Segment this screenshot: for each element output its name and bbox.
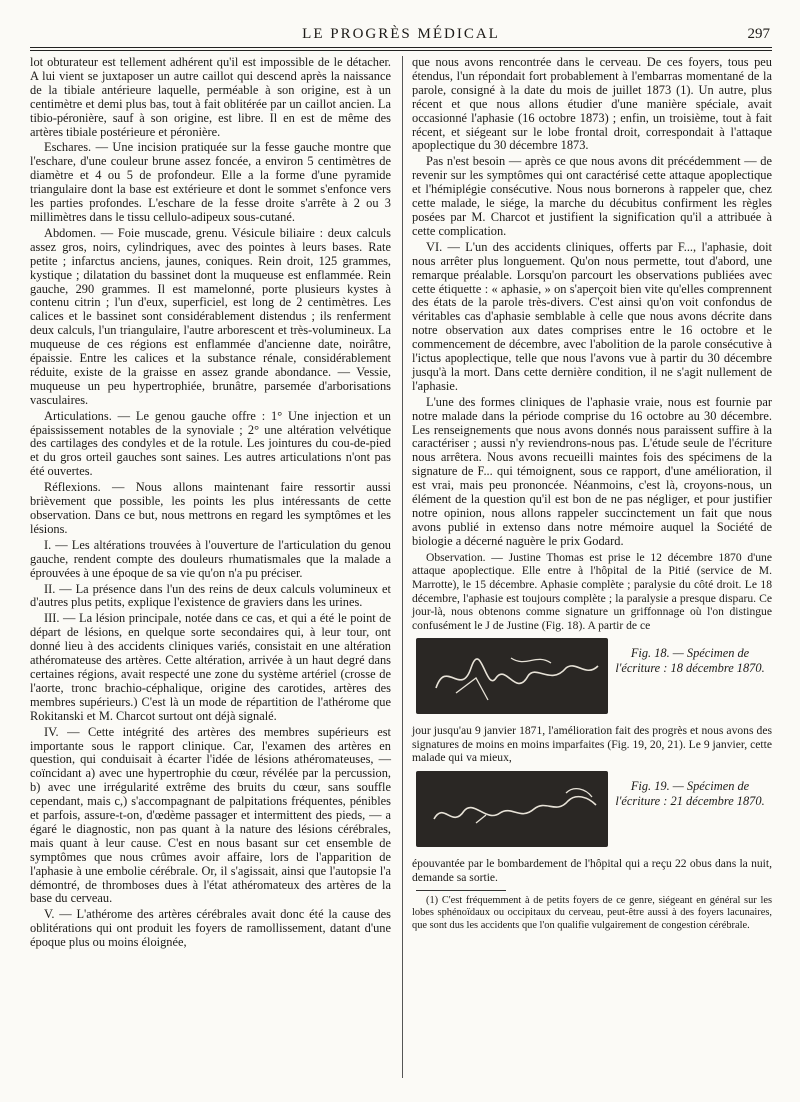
paragraph: que nous avons rencontrée dans le cerveau. De ces foyers, tous peu étendus, l'un répondait fort probablement à l'embarras momentané de la parole, consigné à la date du mois de juillet 1873 (1). Un autre, plus récent et que nous allons étudier d'une manière spéciale, avait occasionné l'aphasie (16 octobre 1873) ; enfin, un troisième, tout à fait récent, et siégeant sur le lobe frontal droit, correspondait à l'attaque apoplectique du 30 décembre 1873. <box>412 55 772 153</box>
paragraph: L'une des formes cliniques de l'aphasie vraie, nous est fournie par notre malade dans la période comprise du 16 octobre au 30 décembre. Les renseignements que nous avons donnés nous paraissent suffire à la caractériser ; aussi n'y reviendrons-nous pas. L'étude seule de l'écriture nous arrêtera. Nous avons recueilli maintes fois des spécimens de la signature de F... qui témoignent, sous ce rapport, d'une amélioration, il est vrai, mais peu prononcée. Néanmoins, c'est là, croyons-nous, un élément de la question qu'il est bon de ne pas négliger, et pour justifier notre opinion, nous allons rappeler succinctement un fait que nous avons publié in extenso dans notre mémoire auquel la Société de biologie a décerné naguère le prix Godard. <box>412 394 772 548</box>
header-rule-double <box>30 50 772 51</box>
journal-title: LE PROGRÈS MÉDICAL <box>302 26 500 42</box>
header-rule <box>30 47 772 48</box>
scribble-drawing <box>416 771 608 847</box>
page-number: 297 <box>747 26 770 42</box>
figure-18-caption: Fig. 18. — Spécimen de l'écriture : 18 décembre 1870. <box>615 646 765 676</box>
footnote-rule <box>416 890 506 891</box>
paragraph-abdomen: Abdomen. — Foie muscade, grenu. Vésicule biliaire : deux calculs assez gros, noirs, cylindriques, avec des pointes à leurs bases. Rate petite ; infarctus anciens, jaunes, coniques. Rein droit, 125 grammes, kystique ; dilatation du bassinet dont la muqueuse est enflammée. Rein gauche, 290 grammes. Il est mamelonné, porte plusieurs kystes à contenu citrin ; l'un d'eux, superficiel, est long de 2 centimètres. Les calices et le bassinet sont considérablement distendus ; ils renferment deux calculs, l'un triangulaire, l'autre arborescent et très-volumineux. La muqueuse de ces régions est enflammée d'ancienne date, noirâtre, épaissie. Entre les calices et la substance rénale, considérablement réduite, existe de la graisse en assez grande abondance. — Vessie, muqueuse un peu hypertrophiée, brunâtre, parsemée d'arborisations vasculaires. <box>30 225 391 407</box>
paragraph-reflexions: Réflexions. — Nous allons maintenant faire ressortir aussi brièvement que possible, les points les plus intéressants de cette observation. Dans ce but, nous mettrons en regard les symptômes et les lésions. <box>30 480 391 536</box>
left-column <box>30 56 391 952</box>
column-divider <box>402 56 403 1078</box>
right-column <box>412 56 772 934</box>
paragraph-section-6: VI. — L'un des accidents cliniques, offerts par F..., l'aphasie, doit nous arrêter plus longuement. Qu'on nous permette, tout d'abord, une remarque préalable. Lorsqu'on parcourt les observations publiées avec cette étiquette : « aphasie, » on s'aperçoit bien vite qu'elles comprennent des états de la parole très-divers. C'est ainsi qu'on voit confondus de véritables cas d'aphasie semblable à celle que nous avons décrite dans notre observation aux dates comprises entre le 16 octobre et le commencement de décembre, avec l'abolition de la parole consécutive à l'ictus apoplectique, telle que nous l'avons vue à partir du 30 décembre jusqu'à la mort. Dans cette dernière condition, il ne s'agit nullement de l'aphasie. <box>412 239 772 393</box>
paragraph-section-4: IV. — Cette intégrité des artères des membres supérieurs est importante sous le rapport clinique. Car, l'examen des artères en question, qui conduisait à écarter l'idée de lésions athéromateuses, — coïncidant a) avec une hypertrophie du cœur, révélée par la percussion, b) avec une irrégularité extrême des bruits du cœur, sans souffle cependant, mais c,) s'accompagnant de palpitations fréquentes, pénibles et parfois, assure-t-on, d'œdème passager et intermittent des pieds, — a égaré le diagnostic, non pas quant à la nature des lésions cérébrales, mais quant à leur cause. C'est en nous basant sur cet ensemble de symptômes que nous crûmes avoir affaire, lors de l'apparition de l'aphasie à une embolie cérébrale. Or, il s'agissait, ainsi que l'autopsie l'a démontré, de thromboses dues à l'état athéromateux des artères de la base du cerveau. <box>30 724 391 906</box>
handwriting-specimen-image <box>416 771 608 847</box>
paragraph-section-5: V. — L'athérome des artères cérébrales avait donc été la cause des oblitérations qui ont produit les foyers de ramollissement, datant d'une époque plus ou moins éloignée, <box>30 907 391 950</box>
figure-19-caption: Fig. 19. — Spécimen de l'écriture : 21 décembre 1870. <box>615 779 765 809</box>
observation-end: épouvantée par le bombardement de l'hôpital qui a reçu 22 obus dans la nuit, demande sa sortie. <box>412 857 772 884</box>
page-header <box>30 22 772 46</box>
observation-paragraph: Observation. — Justine Thomas est prise le 12 décembre 1870 d'une attaque apoplectique. Elle entre à l'hôpital de la Pitié (service de M. Marrotte), le 15 décembre. Aphasie complète ; paralysie du côté droit. Le 18 décembre, l'aphasie est toujours complète ; la paralysie a presque disparu. Ce jour-là, nous obtenons comme signature un griffonnage où l'on distingue confusément le J de Justine (Fig. 18). A partir de ce <box>412 550 772 632</box>
handwriting-specimen-image <box>416 638 608 714</box>
figure-18 <box>412 638 772 718</box>
footnote: (1) C'est fréquemment à de petits foyers de ce genre, siégeant en général sur les lobes sphénoïdaux ou occipitaux du cerveau, peut-être aussi à des foyers lacunaires, que sont dus les accidents que l'on qualifie vulgairement de congestion cérébrale. <box>412 895 772 931</box>
paragraph-section-3: III. — La lésion principale, notée dans ce cas, et qui a été le point de départ de lésions, en quelque sorte secondaires qui, à leur tour, ont donné lieu à des accidents cliniques variés, consistait en une altération athéromateuse des artères. Cette altération, arrivée à un haut degré dans certaines régions, avait respecté une zone du système artériel (crosse de l'aorte, tronc brachio-céphalique, origine des carotides, artères des membres supérieurs.) C'est là un mode de répartition de l'athérome que Rokitanski et M. Charcot surtout ont déjà signalé. <box>30 611 391 723</box>
paragraph-eschares: Eschares. — Une incision pratiquée sur la fesse gauche montre que l'eschare, d'une couleur brune assez foncée, a environ 5 centimètres de diamètre et 4 ou 5 de profondeur. Elle a la forme d'une pyramide triangulaire dont la base est extérieure et dont le sommet s'enfonce vers les parties profondes. L'eschare de la fesse droite s'arrête à 2 ou 3 millimètres dans le tissu cellulo-adipeux sous-cutané. <box>30 140 391 224</box>
figure-19 <box>412 771 772 851</box>
paragraph: lot obturateur est tellement adhérent qu'il est impossible de le détacher. A lui vient se juxtaposer un autre caillot qui descend après la naissance de la tibiale antérieure laquelle, perméable à son origine, est à un centimètre et demi plus bas, tout à fait oblitérée par un caillot ancien. La tibio-péronière, sauf à son origine, est libre. Il en est de même des artères tibiale postérieure et péronière. <box>30 55 391 139</box>
paragraph-section-1: I. — Les altérations trouvées à l'ouverture de l'articulation du genou gauche, rendent compte des douleurs rhumatismales que la malade a éprouvées à une époque de sa vie qu'on n'a pu préciser. <box>30 537 391 580</box>
paragraph-section-2: II. — La présence dans l'un des reins de deux calculs volumineux et d'autres plus petits, explique l'existence de graviers dans les urines. <box>30 581 391 610</box>
scribble-drawing <box>416 638 608 714</box>
paragraph: Pas n'est besoin — après ce que nous avons dit précédemment — de revenir sur les symptômes qui ont caractérisé cette attaque apoplectique et l'hémiplégie consécutive. Nous nous bornerons à rappeler que, chez cette malade, le siége, la marche du décubitus confirment les règles posées par M. Charcot et justifient la signification qu'il a attribuée à cette complication. <box>412 154 772 238</box>
observation-continued: jour jusqu'au 9 janvier 1871, l'amélioration fait des progrès et nous avons des signatures de moins en moins imparfaites (Fig. 19, 20, 21). Le 9 janvier, cette malade qui va mieux, <box>412 724 772 765</box>
paragraph-articulations: Articulations. — Le genou gauche offre : 1° Une injection et un épaississement notables de la synoviale ; 2° une altération velvétique des cartilages des condyles et de la rotule. Les jointures du cou-de-pied et du gros orteil gauches sont saines. Les autres articulations n'ont pas été ouvertes. <box>30 408 391 479</box>
